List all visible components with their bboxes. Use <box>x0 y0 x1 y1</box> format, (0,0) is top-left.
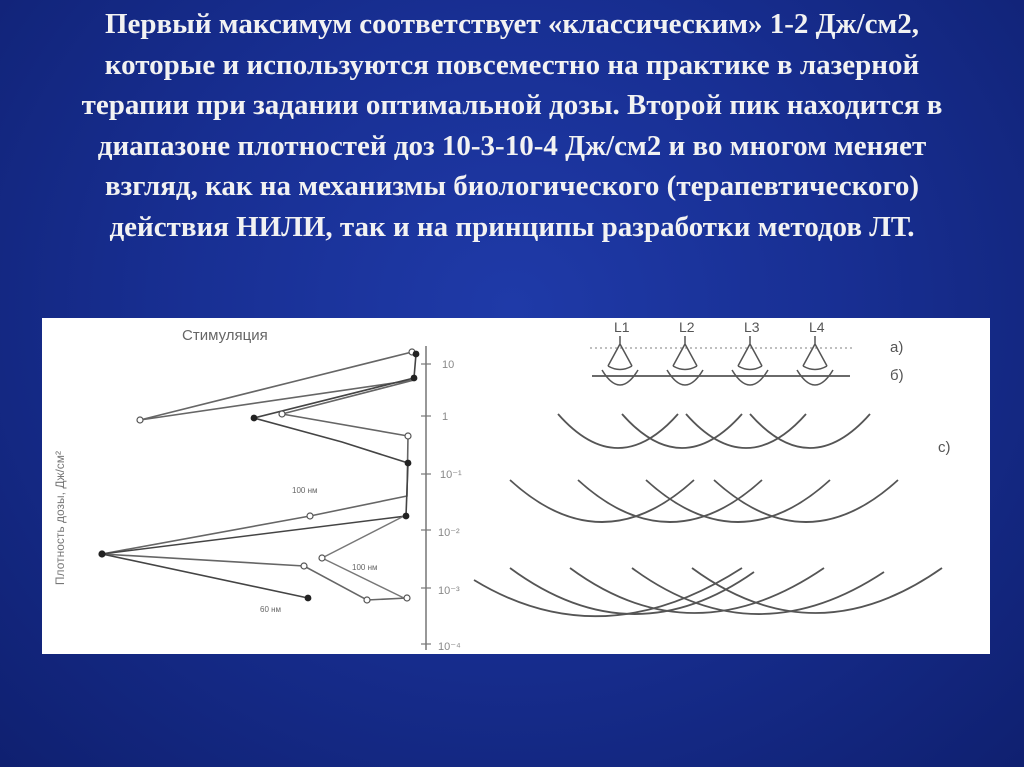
title-line: диапазоне плотностей доз 10-3-10-4 Дж/см2 и во многом меняет <box>97 129 927 162</box>
source-label: L4 <box>809 319 825 335</box>
arc-row-2 <box>510 480 898 522</box>
title-line: взгляд, как на механизмы биологического (терапевтического) <box>104 170 920 202</box>
source-label: L3 <box>744 319 760 335</box>
beam-cones <box>602 336 833 385</box>
source-label: L2 <box>679 319 695 335</box>
y-tick-label: 10⁻³ <box>438 585 460 597</box>
y-tick-label: 10⁻⁴ <box>438 641 461 653</box>
y-tick-label: 10⁻¹ <box>440 469 462 481</box>
curve-label: 100 нм <box>292 486 318 495</box>
title-line: действия НИЛИ, так и на принципы разработки методов ЛТ. <box>109 210 915 243</box>
y-tick-label: 10⁻² <box>438 527 460 539</box>
slide-title <box>6 4 1018 247</box>
source-label: L1 <box>614 319 630 335</box>
panel-label-b: б) <box>890 367 904 384</box>
figure-drawing <box>42 318 990 654</box>
stimulation-label: Стимуляция <box>182 327 268 344</box>
panel-label-a: а) <box>890 339 904 356</box>
arc-row-1 <box>558 414 870 448</box>
curve-open-2 <box>322 514 408 600</box>
title-line: Первый максимум соответствует «классическим» 1-2 Дж/см2, <box>104 8 920 40</box>
y-tick-label: 1 <box>442 411 449 423</box>
panel-label-c: с) <box>938 439 951 456</box>
arc-row-3 <box>474 568 942 616</box>
y-tick-label: 10 <box>442 359 455 371</box>
title-line: которые и используются повсеместно на практике в лазерной <box>104 48 920 81</box>
title-line: терапии при задании оптимальной дозы. Второй пик находится в <box>81 89 943 121</box>
figure-panel <box>42 318 990 654</box>
curve-label: 60 нм <box>260 605 282 614</box>
curve-label: 100 нм <box>352 563 378 572</box>
y-axis-label: Плотность дозы, Дж/см² <box>53 450 67 586</box>
